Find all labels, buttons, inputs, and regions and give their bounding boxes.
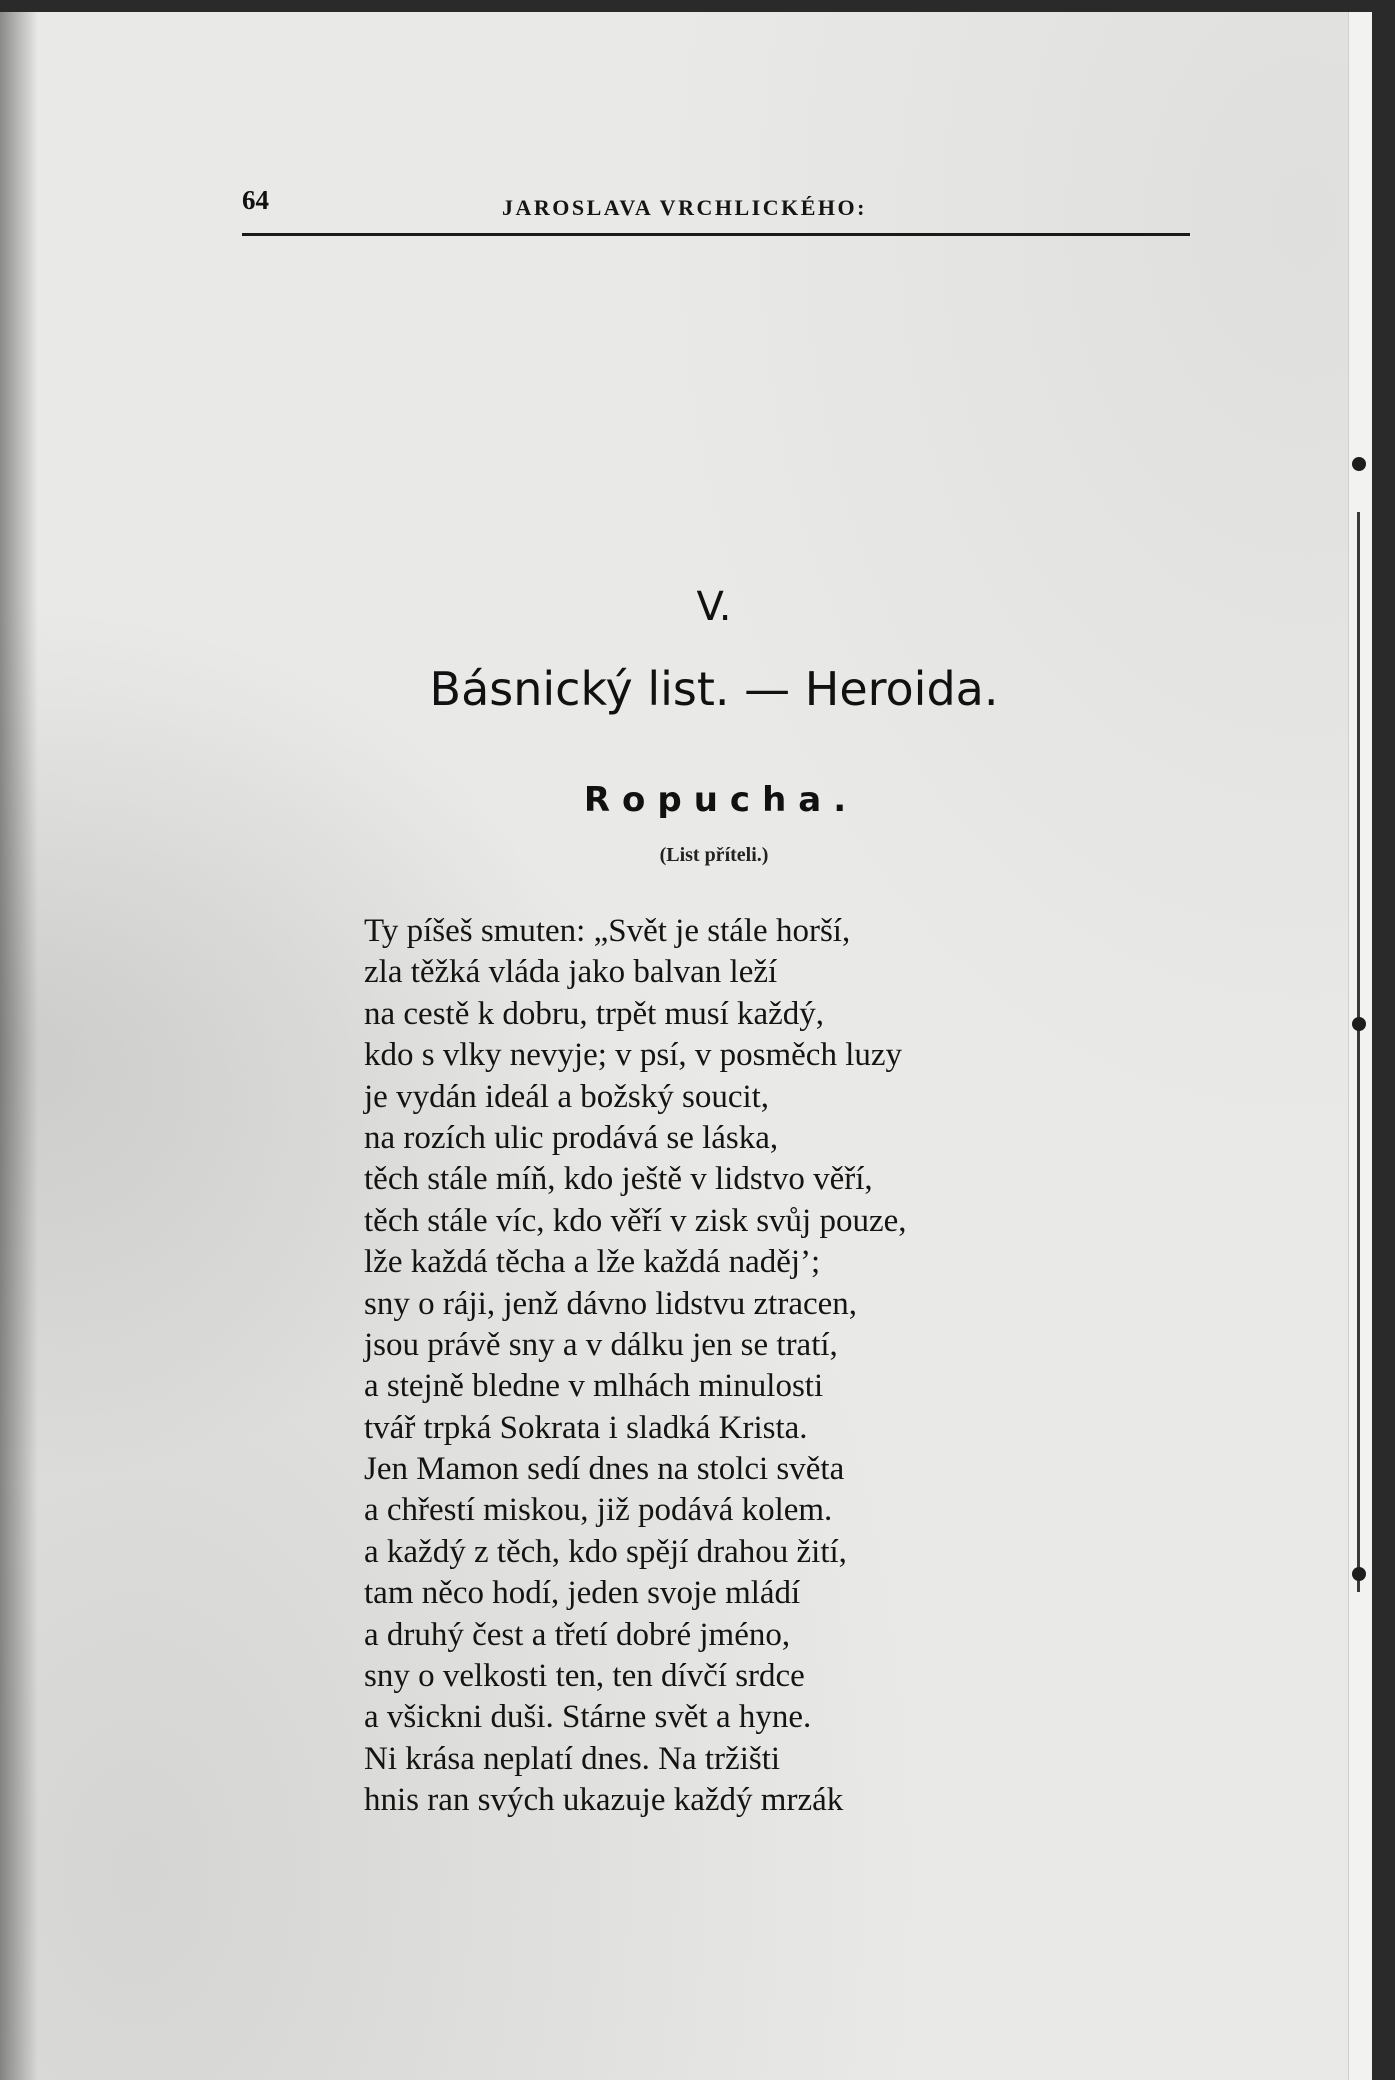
poem-line: Ty píšeš smuten: „Svět je stále horší, xyxy=(364,913,851,949)
poem-line: a každý z těch, kdo spějí drahou žití, xyxy=(364,1533,847,1570)
binding-shadow xyxy=(0,12,38,2080)
poem-line: je vydán ideál a božský soucit, xyxy=(364,1078,770,1115)
page-header xyxy=(242,167,1190,237)
poem-line: zla těžká vláda jako balvan leží xyxy=(364,954,778,991)
book-page xyxy=(0,12,1372,2080)
poem-line: tam něco hodí, jeden svoje mládí xyxy=(364,1575,801,1612)
poem-line: tvář trpká Sokrata i sladká Krista. xyxy=(364,1409,808,1446)
section-number: V. xyxy=(696,584,732,630)
poem-line: a druhý čest a třetí dobré jméno, xyxy=(364,1616,791,1653)
poem-line: jsou právě sny a v dálku jen se tratí, xyxy=(364,1326,838,1363)
poem-title: Ropucha. xyxy=(583,780,859,820)
poem-line: hnis ran svých ukazuje každý mrzák xyxy=(364,1782,844,1819)
poem-line: na rozích ulic prodává se láska, xyxy=(364,1119,779,1156)
poem-line: sny o ráji, jenž dávno lidstvu ztracen, xyxy=(364,1285,858,1322)
edge-mark-icon xyxy=(1352,1017,1366,1031)
page-number: 64 xyxy=(242,185,269,215)
page-edge xyxy=(1348,12,1372,2080)
poem-line: a chřestí miskou, již podává kolem. xyxy=(364,1492,833,1529)
poem-line: Jen Mamon sedí dnes na stolci světa xyxy=(364,1451,845,1488)
poem-line: Ni krása neplatí dnes. Na tržišti xyxy=(364,1740,781,1777)
poem-line: lže každá těcha a lže každá naděj’; xyxy=(364,1244,821,1281)
poem-subtitle: (List příteli.) xyxy=(659,844,769,866)
poem-line: a stejně bledne v mlhách minulosti xyxy=(364,1368,824,1405)
running-head: JAROSLAVA VRCHLICKÉHO: xyxy=(502,195,867,220)
poem-body xyxy=(364,911,907,1822)
edge-mark-icon xyxy=(1352,1567,1366,1581)
poem-line: kdo s vlky nevyje; v psí, v posměch luzy xyxy=(364,1037,903,1074)
poem-line: těch stále míň, kdo ještě v lidstvo věří, xyxy=(364,1161,873,1198)
poem-line: a všickni duši. Stárne svět a hyne. xyxy=(364,1699,812,1736)
poem-line: těch stále víc, kdo věří v zisk svůj pouze, xyxy=(364,1202,907,1239)
poem-line: sny o velkosti ten, ten dívčí srdce xyxy=(364,1658,805,1695)
section-title: Básnický list. — Heroida. xyxy=(429,662,999,716)
header-rule xyxy=(242,233,1190,236)
poem-line: na cestě k dobru, trpět musí každý, xyxy=(364,995,825,1032)
edge-mark-icon xyxy=(1352,457,1366,471)
